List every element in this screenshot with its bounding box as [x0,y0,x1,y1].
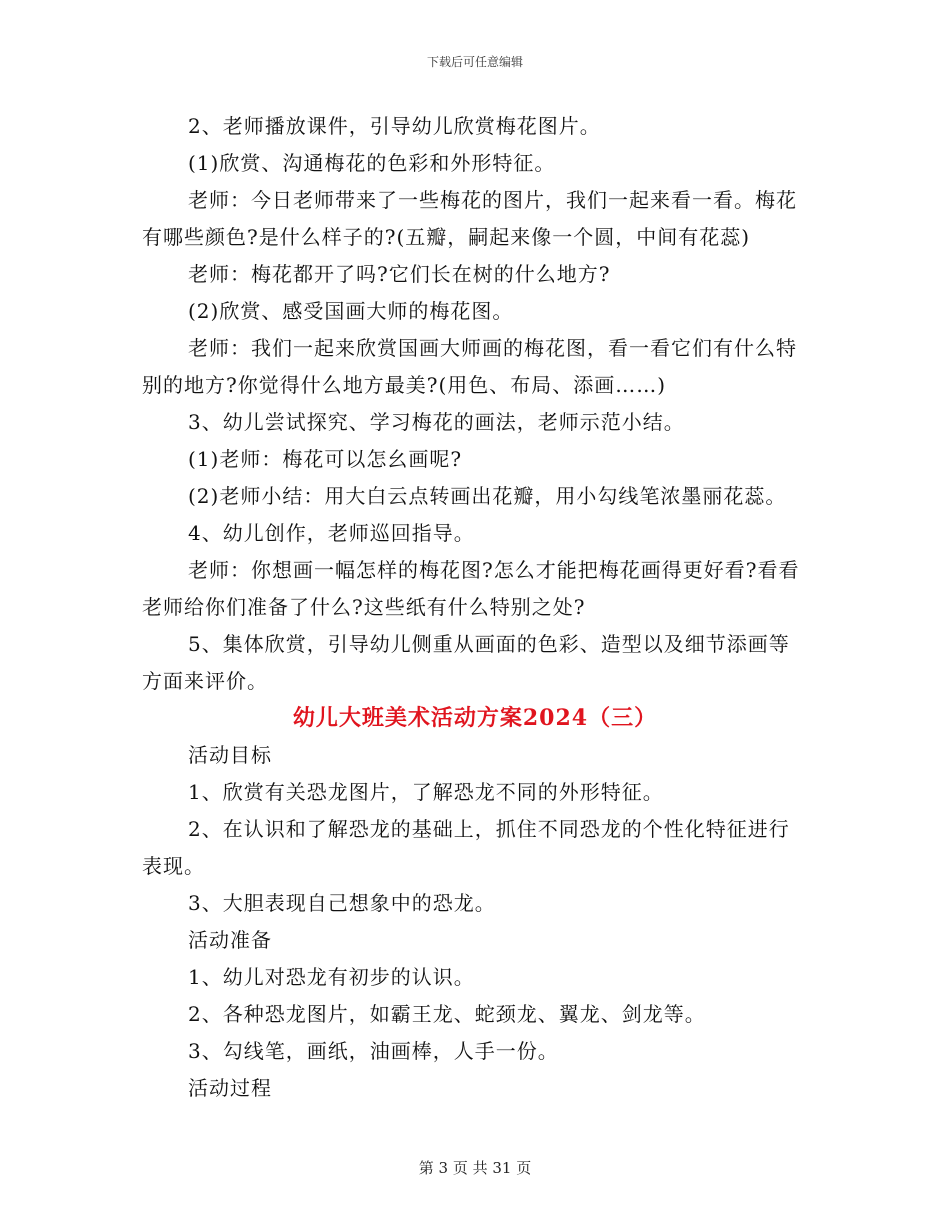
paragraph: 2、在认识和了解恐龙的基础上，抓住不同恐龙的个性化特征进行表现。 [142,817,790,878]
paragraph: 2、老师播放课件，引导幼儿欣赏梅花图片。 [188,114,601,138]
section-title: 幼儿大班美术活动方案2024（三） [292,705,658,731]
paragraph: 活动准备 [188,928,272,952]
paragraph: 3、勾线笔，画纸，油画棒，人手一份。 [188,1039,559,1063]
paragraph: 1、欣赏有关恐龙图片，了解恐龙不同的外形特征。 [188,780,664,804]
paragraph: 3、大胆表现自己想象中的恐龙。 [188,891,496,915]
paragraph: 5、集体欣赏，引导幼儿侧重从画面的色彩、造型以及细节添画等方面来评价。 [142,632,790,693]
paragraph: (1)欣赏、沟通梅花的色彩和外形特征。 [188,151,556,175]
paragraph: 4、幼儿创作，老师巡回指导。 [188,521,475,545]
page-footer: 第 3 页 共 31 页 [418,1159,532,1177]
paragraph: (2)欣赏、感受国画大师的梅花图。 [188,299,514,323]
paragraph: (1)老师：梅花可以怎幺画呢? [188,447,463,471]
paragraph: 老师：今日老师带来了一些梅花的图片，我们一起来看一看。梅花有哪些颜色?是什么样子的?(五瓣，嗣起来像一个圆，中间有花蕊) [142,188,797,249]
document-body [142,108,808,1107]
paragraph: 老师：我们一起来欣赏国画大师画的梅花图，看一看它们有什么特别的地方?你觉得什么地方最美?(用色、布局、添画……) [142,336,797,397]
paragraph: 3、幼儿尝试探究、学习梅花的画法，老师示范小结。 [188,410,685,434]
header-note: 下载后可任意编辑 [426,55,523,69]
paragraph: 1、幼儿对恐龙有初步的认识。 [188,965,475,989]
paragraph: 活动目标 [188,743,272,767]
paragraph: (2)老师小结：用大白云点转画出花瓣，用小勾线笔浓墨丽花蕊。 [188,484,787,508]
paragraph: 2、各种恐龙图片，如霸王龙、蛇颈龙、翼龙、剑龙等。 [188,1002,706,1026]
paragraph: 老师：你想画一幅怎样的梅花图?怎么才能把梅花画得更好看?看看老师给你们准备了什么?这些纸有什么特别之处? [142,558,800,619]
paragraph: 活动过程 [188,1076,272,1100]
paragraph: 老师：梅花都开了吗?它们长在树的什么地方? [188,262,611,286]
